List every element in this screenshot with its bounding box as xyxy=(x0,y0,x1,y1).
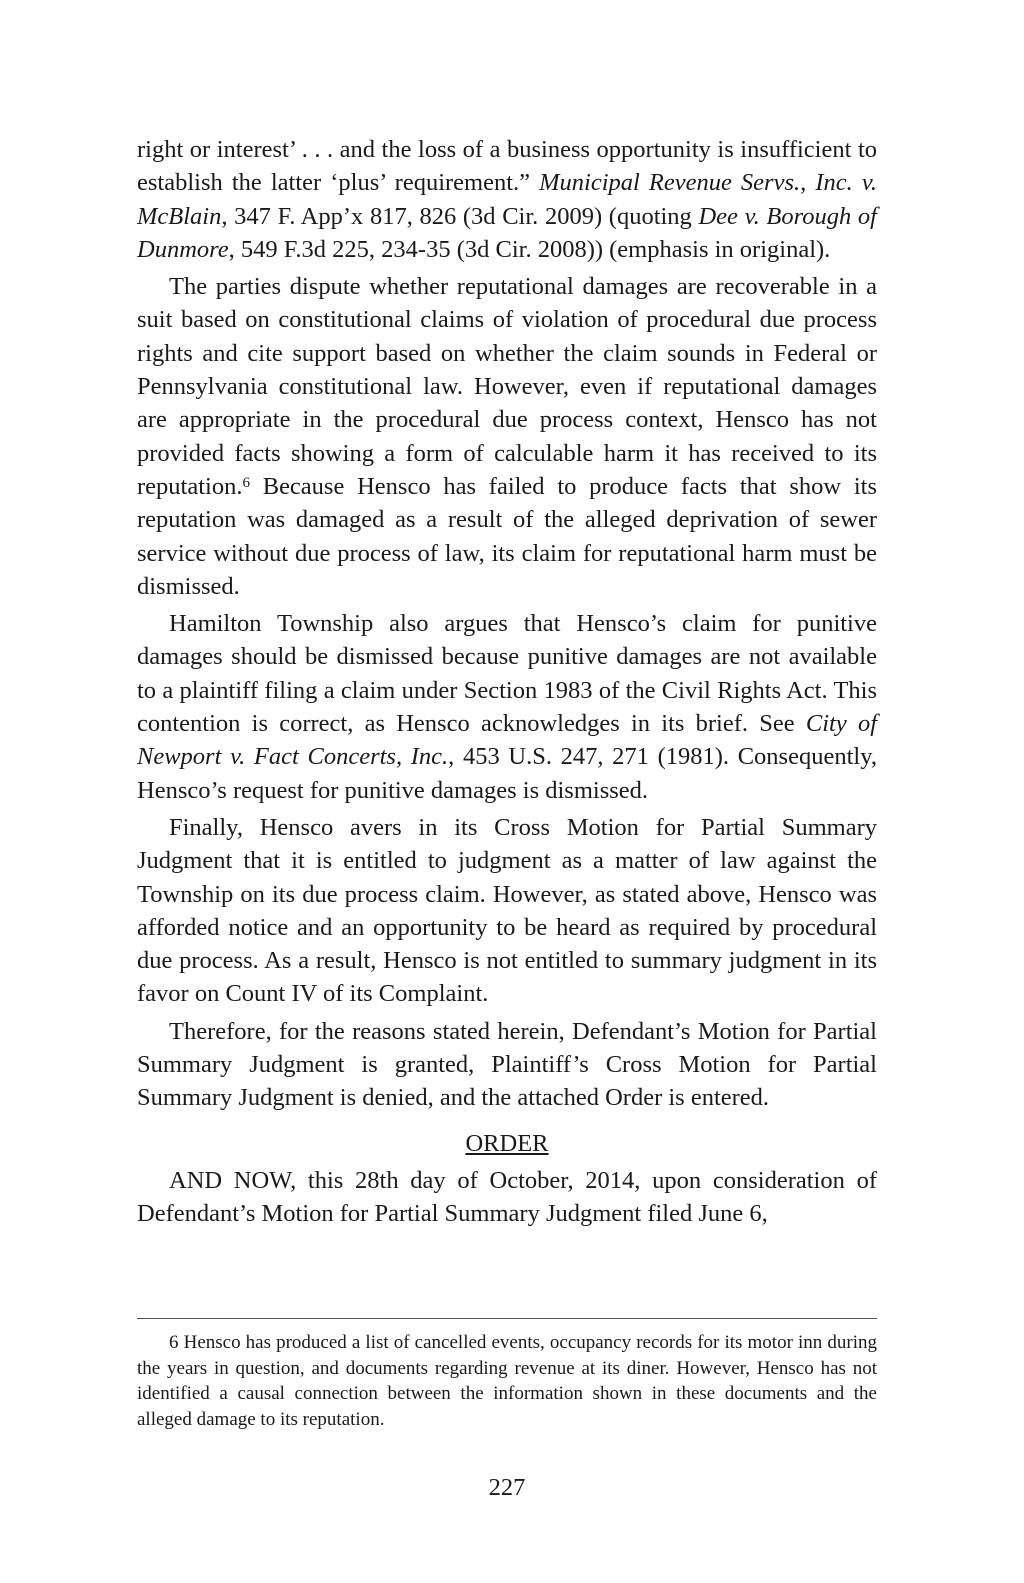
para1-text-b: , 347 F. App’x 817, 826 (3d Cir. 2009) (quoting xyxy=(221,202,699,230)
footnote-divider xyxy=(137,1318,877,1319)
para1-text-c: , 549 F.3d 225, 234-35 (3d Cir. 2008)) (emphasis in original). xyxy=(228,235,831,263)
footnote-mark: 6 xyxy=(169,1332,179,1353)
para2-text-b: Because Hensco has failed to produce facts that show its reputation was damaged as a result of the alleged deprivation of sewer service without due process of law, its claim for reputational harm must be dismissed. xyxy=(137,472,877,600)
page-body xyxy=(137,133,877,1235)
para3-text-b: , 453 U.S. 247, 271 (1981). Consequently, Hensco’s request for punitive damages is dismissed. xyxy=(137,743,877,804)
para3-text-a: Hamilton Township also argues that Hensco’s claim for punitive damages should be dismissed because punitive damages are not available to a plaintiff filing a claim under Section 1983 of the Civil Rights Act. This contention is correct, as Hensco acknowledges in its brief. See xyxy=(137,610,877,738)
paragraph-cross-motion: Finally, Hensco avers in its Cross Motion for Partial Summary Judgment that it is entitled to judgment as a matter of law against the Township on its due process claim. However, as stated above, Hensco was afforded notice and an opportunity to be heard as required by procedural due process. As a result, Hensco is not entitled to summary judgment in its favor on Count IV of its Complaint. xyxy=(137,813,877,1008)
case-citation-dee: Dee v. Borough of Dunmore xyxy=(137,202,877,263)
paragraph-punitive-damages xyxy=(137,607,877,807)
paragraph-conclusion: Therefore, for the reasons stated herein, Defendant’s Motion for Partial Summary Judgment is granted, Plaintiff’s Cross Motion for Partial Summary Judgment is denied, and the attached Order is entered. xyxy=(137,1017,877,1112)
para2-text-a: The parties dispute whether reputational damages are recoverable in a suit based on constitutional claims of violation of procedural due process rights and cite support based on whether the claim sounds in Federal or Pennsylvania constitutional law. However, even if reputational damages are appropriate in the procedural due process context, Hensco has not provided facts showing a form of calculable harm it has received to its reputation. xyxy=(137,273,877,500)
case-citation-municipal-revenue: Municipal Revenue Servs., Inc. v. McBlain xyxy=(137,169,878,230)
footnote-reference[interactable]: 6 xyxy=(242,474,250,491)
paragraph-reputational-damages xyxy=(137,270,877,603)
footnote-6 xyxy=(137,1330,877,1432)
paragraph-order: AND NOW, this 28th day of October, 2014, upon consideration of Defendant’s Motion for Partial Summary Judgment filed June 6, xyxy=(137,1166,877,1228)
paragraph-continuation xyxy=(137,133,877,266)
case-citation-city-of-newport: City of Newport v. Fact Concerts, Inc. xyxy=(137,710,877,771)
footnote-text: Hensco has produced a list of cancelled events, occupancy records for its motor inn during the years in question, and documents regarding revenue at its diner. However, Hensco has not identified a causal connection between the information shown in these documents and the alleged damage to its reputation. xyxy=(137,1332,877,1430)
para1-text-a: right or interest’ . . . and the loss of a business opportunity is insufficient to establish the latter ‘plus’ requirement.” xyxy=(137,136,877,197)
order-heading: ORDER xyxy=(465,1129,549,1157)
page-number: 227 xyxy=(488,1474,526,1501)
